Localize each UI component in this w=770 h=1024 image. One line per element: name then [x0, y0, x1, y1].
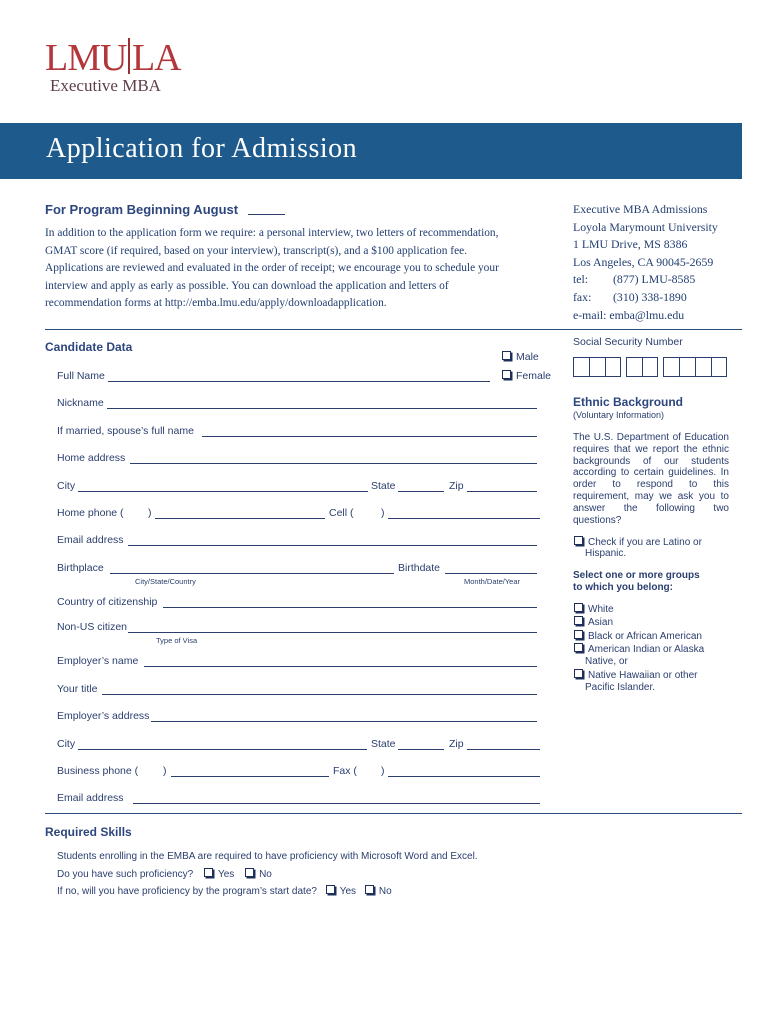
- no-label: No: [378, 886, 392, 897]
- city2-field[interactable]: [78, 749, 367, 750]
- logo-lmu: LMU: [45, 37, 127, 79]
- employer-address-label: Employer’s address: [57, 710, 150, 722]
- black-option[interactable]: [574, 630, 702, 642]
- tel-line: [573, 271, 718, 289]
- ssn-digit[interactable]: [574, 358, 590, 376]
- cell-label: Cell (: [329, 507, 354, 519]
- candidate-heading: Candidate Data: [45, 340, 133, 354]
- lmu-la-logo: [45, 36, 181, 80]
- spouse-label: If married, spouse’s full name: [57, 425, 194, 437]
- visa-hint: Type of Visa: [156, 636, 198, 645]
- ethnic-explanation: The U.S. Department of Education requires that we report the ethnic backgrounds of our students according to certain guidelines. In order to respond to this requirement, may we ask you to answer the following two questions?: [573, 432, 729, 526]
- group-question: [573, 570, 700, 594]
- zip2-label: Zip: [449, 738, 464, 750]
- yes-label: Yes: [339, 886, 357, 897]
- non-us-label: Non-US citizen: [57, 621, 128, 633]
- state2-field[interactable]: [398, 749, 444, 750]
- logo-subtitle: Executive MBA: [50, 76, 161, 95]
- citizenship-label: Country of citizenship: [57, 596, 158, 608]
- zip-field[interactable]: [467, 491, 537, 492]
- skills-question-2: [57, 885, 392, 897]
- logo-la: LA: [131, 37, 181, 79]
- ssn-digit[interactable]: [696, 358, 712, 376]
- intro-line: Applications are reviewed and evaluated in the order of receipt; we encourage you to schedule your: [45, 262, 499, 274]
- city2-label: City: [57, 738, 76, 750]
- q1-no-checkbox[interactable]: [245, 868, 254, 877]
- tel-label: tel:: [573, 272, 589, 287]
- address-line: Los Angeles, CA 90045-2659: [573, 254, 714, 269]
- ssn-digit[interactable]: [664, 376, 680, 394]
- male-option[interactable]: [502, 351, 539, 363]
- asian-checkbox[interactable]: [574, 616, 583, 625]
- email-field[interactable]: [128, 545, 537, 546]
- section-divider: [45, 329, 742, 330]
- address-block: [573, 201, 718, 324]
- city-field[interactable]: [78, 491, 368, 492]
- ssn-digit[interactable]: [574, 376, 590, 394]
- employer-name-field[interactable]: [144, 666, 537, 667]
- american-indian-label: American Indian or Alaska: [588, 644, 705, 655]
- business-phone-paren: ): [163, 765, 167, 777]
- birthplace-hint: City/State/Country: [135, 577, 196, 586]
- female-label: Female: [516, 370, 552, 382]
- female-option[interactable]: [502, 370, 551, 382]
- latino-checkbox[interactable]: [574, 536, 583, 545]
- ssn-digit[interactable]: [590, 358, 606, 376]
- ssn-digit[interactable]: [664, 358, 680, 376]
- american-indian-label-cont: Native, or: [585, 656, 628, 667]
- male-checkbox[interactable]: [502, 351, 511, 360]
- address-line: Loyola Marymount University: [573, 219, 718, 234]
- q1-no-option[interactable]: [245, 869, 272, 880]
- skills-heading: Required Skills: [45, 825, 132, 839]
- yes-label: Yes: [217, 869, 235, 880]
- program-heading-text: For Program Beginning August: [45, 202, 239, 217]
- male-label: Male: [516, 351, 539, 363]
- q1-yes-option[interactable]: [204, 869, 234, 880]
- latino-label-cont: Hispanic.: [585, 548, 627, 559]
- q2-no-checkbox[interactable]: [365, 885, 374, 894]
- cell-paren: ): [381, 507, 385, 519]
- home-address-label: Home address: [57, 452, 126, 464]
- address-line: 1 LMU Drive, MS 8386: [573, 237, 688, 252]
- no-label: No: [259, 869, 272, 880]
- fax-value: (310) 338-1890: [613, 289, 687, 304]
- native-hawaiian-label-cont: Pacific Islander.: [585, 682, 656, 693]
- state-label: State: [371, 480, 396, 492]
- american-indian-checkbox[interactable]: [574, 643, 583, 652]
- ssn-group-2[interactable]: [626, 357, 658, 377]
- intro-paragraph: [45, 225, 535, 313]
- visa-field[interactable]: [128, 632, 537, 633]
- title-label: Your title: [57, 683, 98, 695]
- asian-label: Asian: [588, 617, 614, 628]
- home-phone-field[interactable]: [155, 518, 325, 519]
- email-value: emba@lmu.edu: [609, 307, 685, 322]
- ssn-group-3[interactable]: [663, 357, 727, 377]
- ssn-digit[interactable]: [627, 376, 643, 394]
- citizenship-field[interactable]: [163, 607, 537, 608]
- intro-line: recommendation forms at http://emba.lmu.edu/apply/downloadapplication.: [45, 297, 387, 309]
- email-label: Email address: [57, 534, 124, 546]
- american-indian-option[interactable]: [574, 643, 704, 655]
- zip-label: Zip: [449, 480, 464, 492]
- native-hawaiian-checkbox[interactable]: [574, 669, 583, 678]
- home-phone-label: Home phone (: [57, 507, 124, 519]
- email-label: e-mail:: [573, 307, 607, 322]
- ethnic-heading: Ethnic Background: [573, 395, 684, 409]
- birthdate-field[interactable]: [445, 573, 537, 574]
- native-hawaiian-label: Native Hawaiian or other: [588, 670, 698, 681]
- black-label: Black or African American: [588, 631, 702, 642]
- white-label: White: [588, 604, 614, 615]
- white-checkbox[interactable]: [574, 603, 583, 612]
- skills-q1-text: Do you have such proficiency?: [57, 869, 194, 880]
- full-name-field[interactable]: [108, 381, 490, 382]
- email-line: [573, 307, 718, 325]
- group-question-line: to which you belong:: [573, 582, 673, 593]
- zip2-field[interactable]: [467, 749, 540, 750]
- birthdate-label: Birthdate: [398, 562, 441, 574]
- email2-label: Email address: [57, 792, 124, 804]
- group-question-line: Select one or more groups: [573, 570, 700, 581]
- black-checkbox[interactable]: [574, 630, 583, 639]
- nickname-field[interactable]: [107, 408, 537, 409]
- latino-option[interactable]: [574, 536, 702, 548]
- fax-field[interactable]: [388, 776, 540, 777]
- ssn-label: Social Security Number: [573, 336, 683, 348]
- latino-label: Check if you are Latino or: [588, 537, 702, 548]
- email2-field[interactable]: [133, 803, 540, 804]
- q2-yes-checkbox[interactable]: [326, 885, 335, 894]
- employer-name-label: Employer’s name: [57, 655, 139, 667]
- ssn-digit[interactable]: [627, 358, 643, 376]
- fax-label: Fax (: [333, 765, 357, 777]
- fax-paren: ): [381, 765, 385, 777]
- ssn-digit[interactable]: [680, 358, 696, 376]
- native-hawaiian-option[interactable]: [574, 669, 698, 681]
- birthdate-hint: Month/Date/Year: [464, 577, 521, 586]
- tel-value: (877) LMU-8585: [613, 272, 696, 287]
- ethnic-subheading: (Voluntary Information): [573, 410, 665, 420]
- spouse-field[interactable]: [202, 436, 537, 437]
- fax-line: [573, 289, 718, 307]
- cell-field[interactable]: [388, 518, 540, 519]
- birthplace-field[interactable]: [110, 573, 394, 574]
- business-phone-field[interactable]: [171, 776, 329, 777]
- title-field[interactable]: [102, 694, 537, 695]
- page-title: Application for Admission: [46, 133, 358, 164]
- asian-option[interactable]: [574, 616, 613, 628]
- female-checkbox[interactable]: [502, 370, 511, 379]
- q2-yes-option[interactable]: [326, 886, 356, 897]
- business-phone-label: Business phone (: [57, 765, 139, 777]
- nickname-label: Nickname: [57, 397, 104, 409]
- state-field[interactable]: [398, 491, 444, 492]
- birthplace-label: Birthplace: [57, 562, 104, 574]
- intro-line: In addition to the application form we require: a personal interview, two letters of recommendation,: [45, 227, 499, 239]
- q2-no-option[interactable]: [365, 886, 392, 897]
- skills-statement: Students enrolling in the EMBA are required to have proficiency with Microsoft Word and Excel.: [57, 851, 478, 862]
- home-address-field[interactable]: [130, 463, 537, 464]
- logo-divider: [128, 38, 130, 74]
- program-heading: [45, 202, 238, 217]
- white-option[interactable]: [574, 603, 614, 615]
- address-line: Executive MBA Admissions: [573, 202, 708, 216]
- state2-label: State: [371, 738, 396, 750]
- program-year-line[interactable]: [248, 214, 285, 215]
- intro-line: GMAT score (if required, based on your interview), transcript(s), and a $100 application fee.: [45, 244, 468, 257]
- city-label: City: [57, 480, 76, 492]
- skills-q2-text: If no, will you have proficiency by the program’s start date?: [57, 886, 317, 897]
- q1-yes-checkbox[interactable]: [204, 868, 213, 877]
- section-divider: [45, 813, 742, 814]
- fax-label: fax:: [573, 289, 592, 304]
- intro-line: interview and apply as early as possible. You can download the application and letters of: [45, 279, 449, 292]
- full-name-label: Full Name: [57, 370, 105, 382]
- employer-address-field[interactable]: [151, 721, 537, 722]
- skills-question-1: [57, 868, 272, 880]
- ssn-group-1[interactable]: [573, 357, 621, 377]
- home-phone-paren: ): [148, 507, 152, 519]
